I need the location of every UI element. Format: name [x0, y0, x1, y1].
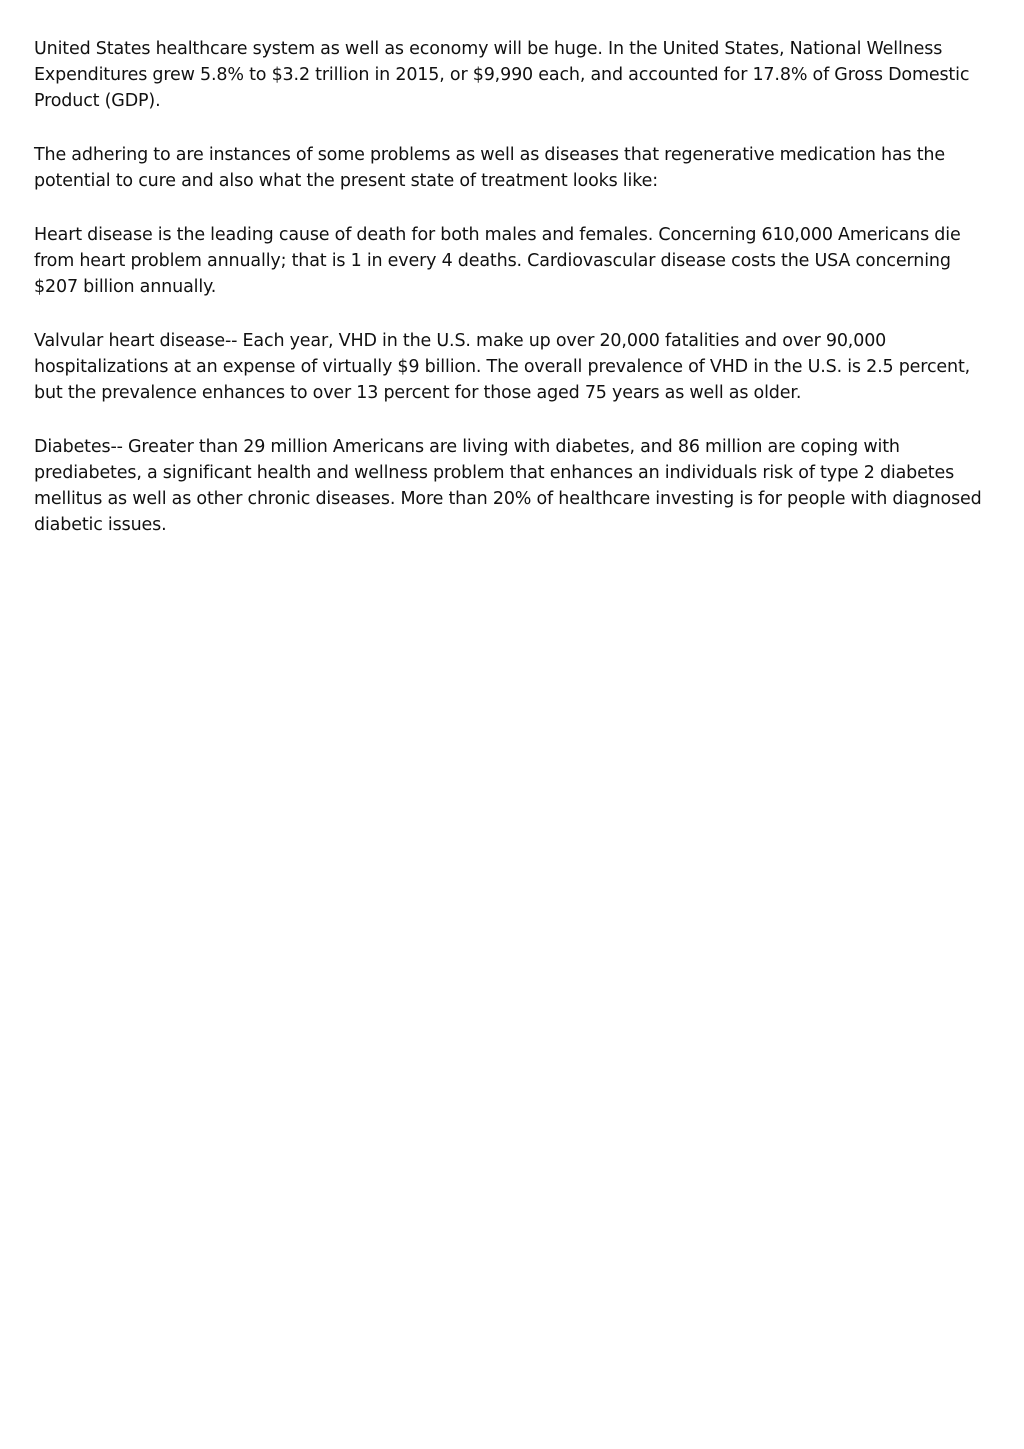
paragraph-regenerative-medicine-intro: The adhering to are instances of some problems as well as diseases that regenerative medication has the potential to cure and also what the present state of treatment looks like: — [34, 145, 945, 191]
paragraph-heart-disease: Heart disease is the leading cause of death for both males and females. Concerning 610,000 Americans die from heart problem annually; that is 1 in every 4 deaths. Cardiovascular disease costs the USA concerning $207 billion annually. — [34, 225, 961, 297]
paragraph-valvular-heart-disease: Valvular heart disease-- Each year, VHD in the U.S. make up over 20,000 fatalities and over 90,000 hospitalizations at an expense of virtually $9 billion. The overall prevalence of VHD in the U.S. is 2.5 percent, but the prevalence enhances to over 13 percent for those aged 75 years as well as older. — [34, 331, 971, 403]
paragraph-diabetes: Diabetes-- Greater than 29 million Americans are living with diabetes, and 86 million are coping with prediabetes, a significant health and wellness problem that enhances an individuals risk of type 2 diabetes mellitus as well as other chronic diseases. More than 20% of healthcare investing is for people with diagnosed diabetic issues. — [34, 437, 982, 535]
paragraph-healthcare-expenditures: United States healthcare system as well as economy will be huge. In the United States, National Wellness Expenditures grew 5.8% to $3.2 trillion in 2015, or $9,990 each, and accounted for 17.8% of Gross Domestic Product (GDP). — [34, 39, 970, 111]
